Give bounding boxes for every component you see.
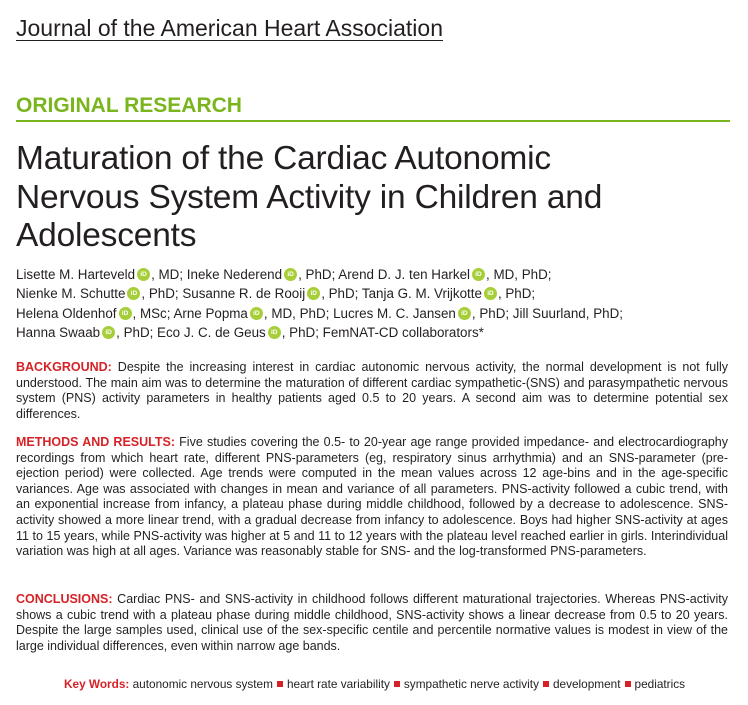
keyword-item: autonomic nervous system (132, 677, 273, 691)
conclusions-text: Cardiac PNS- and SNS-activity in childhood follows different maturational trajectories. Whereas PNS-activity shows a cubic trend with a plateau phase during middle childhood, SNS-activity shows a linear decrease from 0.5 to 20 years. Despite the large samples used, clinical use of the sex-specific centile and percentile normative values is modest in view of the large individual differences, even within narrow age bands. (16, 592, 728, 653)
orcid-icon[interactable]: iD (458, 307, 471, 320)
section-label: ORIGINAL RESEARCH (16, 94, 242, 117)
author-line (16, 323, 730, 342)
section-divider (16, 120, 730, 122)
orcid-icon[interactable]: iD (127, 287, 140, 300)
journal-name[interactable]: Journal of the American Heart Association (16, 15, 444, 41)
keyword-item: development (552, 677, 621, 691)
author-degree: , PhD; FemNAT-CD collaborators* (281, 325, 484, 341)
bullet-square-icon (394, 681, 400, 687)
conclusions-heading: CONCLUSIONS: (16, 592, 113, 606)
abstract-background (16, 360, 728, 422)
orcid-icon[interactable]: iD (307, 287, 320, 300)
author-degree: , PhD; Jill Suurland, PhD; (471, 305, 623, 321)
abstract-conclusions (16, 592, 728, 654)
author-name: , PhD; Tanja G. M. Vrijkotte (321, 286, 482, 302)
keyword-item: sympathetic nerve activity (403, 677, 539, 691)
author-line (16, 304, 730, 323)
author-name: , MD; Ineke Nederend (151, 267, 283, 282)
orcid-icon[interactable]: iD (484, 287, 497, 300)
methods-heading: METHODS AND RESULTS: (16, 435, 176, 449)
author-name: , PhD; Susanne R. de Rooij (141, 286, 306, 302)
orcid-icon[interactable]: iD (472, 268, 485, 281)
background-heading: BACKGROUND: (16, 360, 112, 374)
bullet-square-icon (277, 681, 283, 687)
author-line (16, 265, 730, 284)
author-name: , MD, PhD; Lucres M. C. Jansen (263, 305, 456, 321)
orcid-icon[interactable]: iD (102, 326, 115, 339)
author-name: , PhD; Eco J. C. de Geus (116, 325, 266, 341)
author-degree: , MD, PhD; (486, 267, 552, 282)
author-line (16, 284, 730, 303)
orcid-icon[interactable]: iD (250, 307, 263, 320)
author-name: , PhD; Arend D. J. ten Harkel (298, 267, 470, 282)
abstract-methods-results (16, 435, 728, 560)
author-name: , MSc; Arne Popma (132, 305, 248, 321)
author-name: Helena Oldenhof (16, 305, 117, 321)
author-name: Lisette M. Harteveld (16, 267, 136, 282)
orcid-icon[interactable]: iD (137, 268, 150, 281)
title-line: Adolescents (16, 217, 197, 254)
keywords (64, 677, 724, 692)
author-degree: , PhD; (497, 286, 536, 302)
orcid-icon[interactable]: iD (284, 268, 297, 281)
methods-text: Five studies covering the 0.5- to 20-year age range provided impedance- and electrocardiography recordings from which heart rate, different PNS-parameters (eg, respiratory sinus arrhythmia) and an SNS-parameter (pre-ejection period) were collected. Age trends were computed in the mean values across 12 age-bins and in the age-specific variances. Age was associated with changes in mean and variance of all parameters. PNS-activity followed a cubic trend, with an exponential increase from infancy, a plateau phase during middle childhood, followed by a decrease to adolescence. SNS-activity showed a more linear trend, with a gradual decrease from infancy to adolescence. Boys had higher SNS-activity at ages 11 to 15 years, while PNS-activity was higher at 5 and 11 to 12 years with the plateau level reached earlier in girls. Interindividual variation was high at all ages. Variance was reasonably stable for SNS- and the log-transformed PNS-parameters. (16, 435, 728, 559)
article-title (16, 140, 736, 256)
author-name: Nienke M. Schutte (16, 286, 126, 302)
keywords-label: Key Words: (64, 677, 130, 691)
bullet-square-icon (625, 681, 631, 687)
keyword-item: pediatrics (634, 677, 686, 691)
title-line: Maturation of the Cardiac Autonomic (16, 140, 551, 177)
title-line: Nervous System Activity in Children and (16, 178, 603, 216)
author-name: Hanna Swaab (16, 325, 101, 341)
bullet-square-icon (543, 681, 549, 687)
orcid-icon[interactable]: iD (119, 307, 132, 320)
background-text: Despite the increasing interest in cardiac autonomic nervous activity, the normal development is not fully understood. The main aim was to determine the maturation of different cardiac sympathetic-(SNS) and parasympathetic nervous system (PNS) activity parameters in healthy patients aged 0.5 to 20 years. A second aim was to determine potential sex differences. (16, 360, 728, 421)
orcid-icon[interactable]: iD (268, 326, 281, 339)
author-list (16, 265, 730, 343)
keyword-item: heart rate variability (286, 677, 390, 691)
